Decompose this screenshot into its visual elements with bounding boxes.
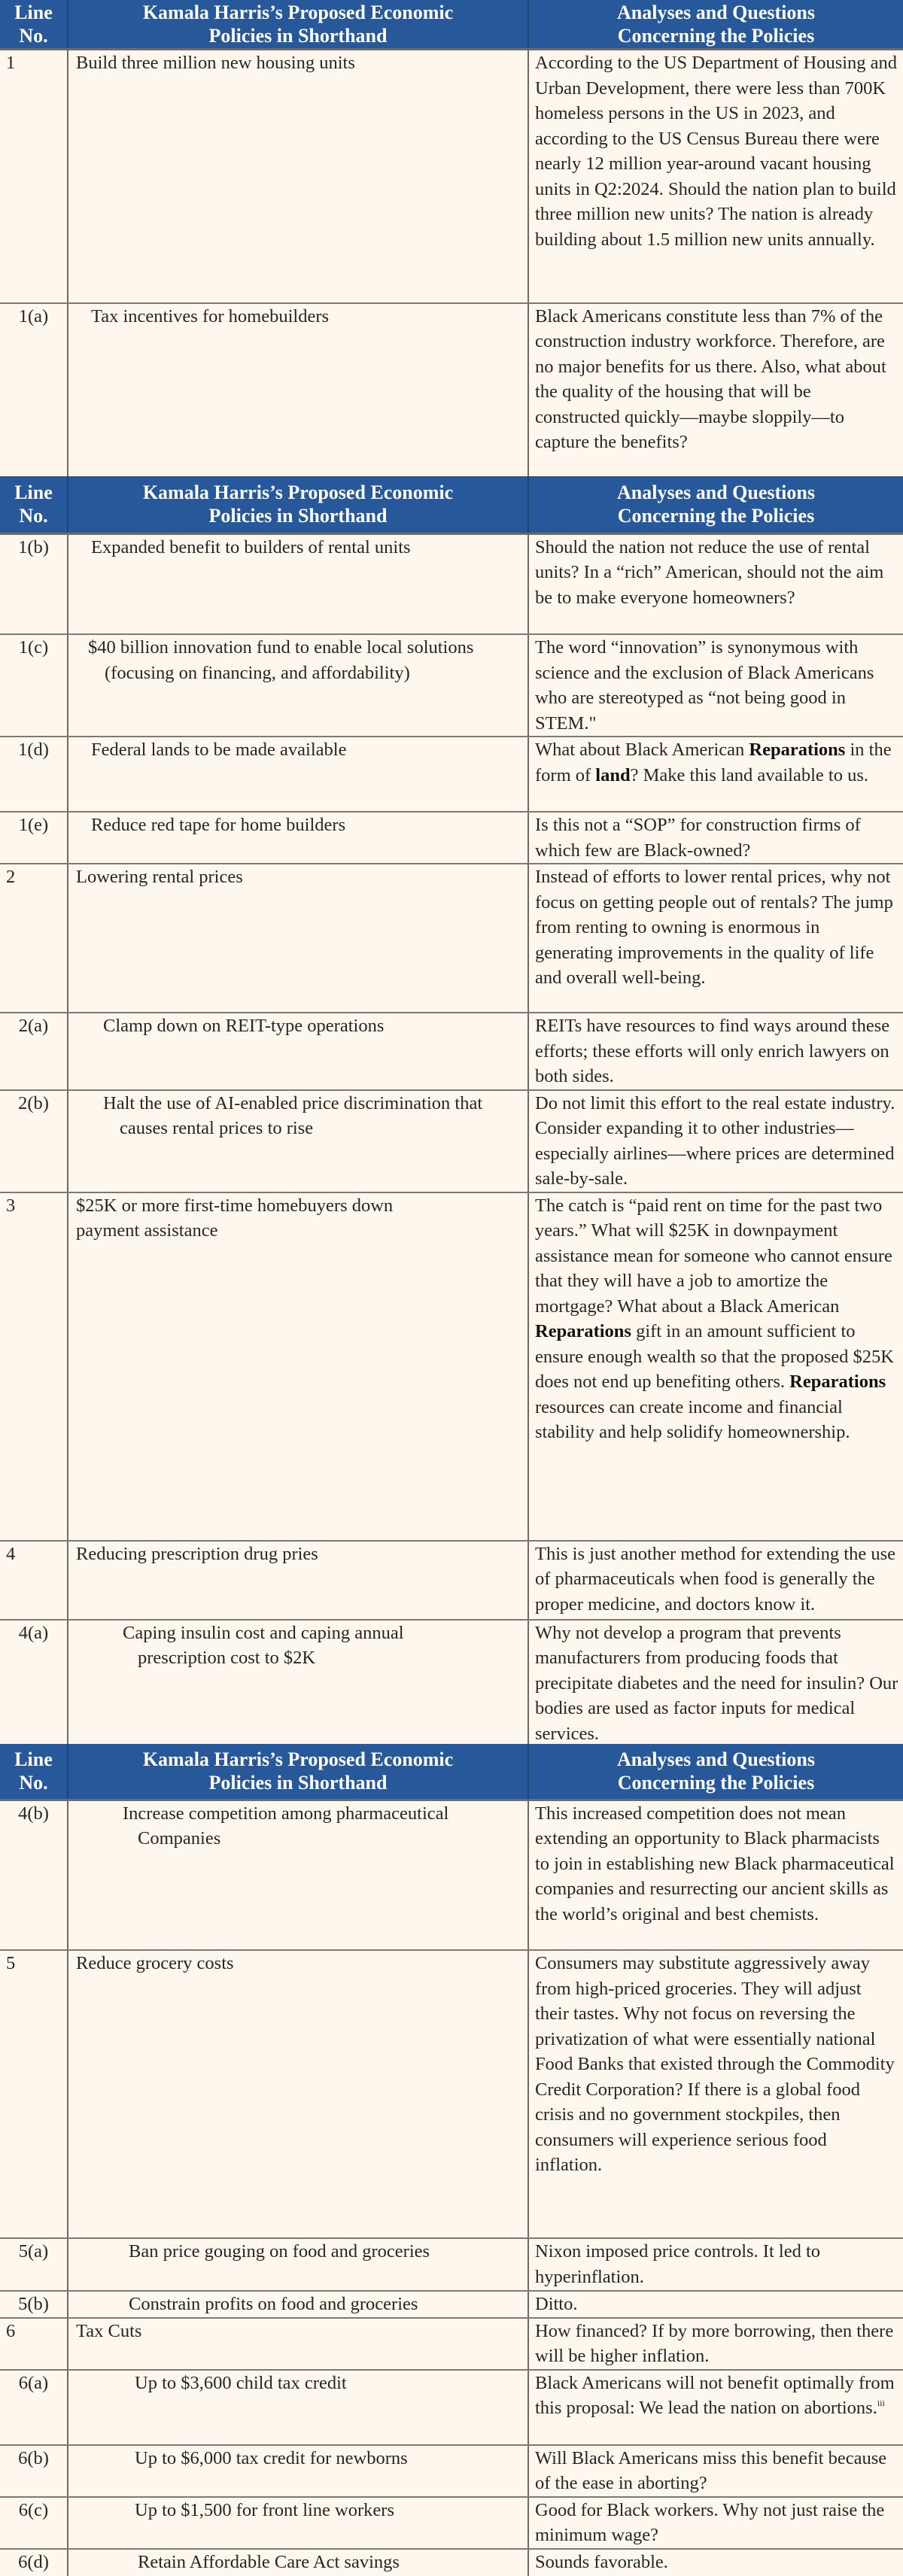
line-number: 1(e) [0,812,68,864]
line-number: 1(b) [0,533,68,634]
policy-text: Tax incentives for homebuilders [68,303,528,478]
table-row [0,2549,903,2576]
header-analyses: Analyses and Questions Concerning the Policies [528,1744,903,1800]
line-number: 2(a) [0,1013,68,1090]
analysis-text: The word “innovation” is synonymous with science and the exclusion of Black Americans who are stereotyped as “not being good in STEM." [528,634,903,737]
table-row [0,2445,903,2497]
analysis-text: Black Americans will not benefit optimally from this proposal: We lead the nation on abortions.$^{iii}$ [528,2370,903,2445]
header-analyses: Analyses and Questions Concerning the Policies [528,0,903,50]
policy-table [0,1744,903,2576]
table-row [0,2497,903,2549]
line-number: 6(c) [0,2497,68,2549]
policy-text: $40 billion innovation fund to enable local solutions (focusing on financing, and affordability) [68,634,528,737]
header-analyses: Analyses and Questions Concerning the Policies [528,476,903,533]
table-row [0,2238,903,2291]
analysis-text: Ditto. [528,2291,903,2318]
policy-text: Retain Affordable Care Act savings [68,2549,528,2576]
policy-text: Up to $1,500 for front line workers [68,2497,528,2549]
table-row [0,812,903,864]
table-row [0,1013,903,1090]
policy-text: Reduce grocery costs [68,1950,528,2238]
policy-text: Ban price gouging on food and groceries [68,2238,528,2291]
policy-table [0,0,903,479]
line-number: 5 [0,1950,68,2238]
policy-text: Tax Cuts [68,2318,528,2370]
line-number: 6(b) [0,2445,68,2497]
analysis-text: Sounds favorable. [535,2551,668,2572]
table-row [0,303,903,478]
policy-text: $25K or more first-time homebuyers down payment assistance [68,1192,528,1541]
policy-text: Clamp down on REIT-type operations [68,1013,528,1090]
table-header-row [0,0,903,50]
analysis-text: Do not limit this effort to the real estate industry. Consider expanding it to other industries—especially airlines—where prices are determined sale-by-sale. [528,1090,903,1192]
table-section-1 [0,0,903,479]
policy-table [0,476,903,1748]
policy-text: Up to $3,600 child tax credit [68,2370,528,2445]
analysis-text: Instead of efforts to lower rental prices, why not focus on getting people out of rentals? The jump from renting to owning is enormous in generating improvements in the quality of life and overall well-being. [528,864,903,1013]
table-section-3 [0,1744,903,2576]
table-row [0,1950,903,2238]
policy-text: Reduce red tape for home builders [68,812,528,864]
line-number: 4 [0,1541,68,1620]
analysis-text: Consumers may substitute aggressively away from high-priced groceries. They will adjust their tastes. Why not focus on reversing the privatization of what were essentially national Food Banks that existed through the Commodity Credit Corporation? If there is a global food crisis and no government stockpiles, then consumers will experience serious food inflation. [528,1950,903,2238]
policy-text: Lowering rental prices [68,864,528,1013]
line-number: 4(a) [0,1620,68,1748]
analysis-text: Will Black Americans miss this benefit because of the ease in aborting? [528,2445,903,2497]
table-row [0,737,903,812]
header-line-no: Line No. [0,0,68,50]
header-policies: Kamala Harris’s Proposed Economic Policies in Shorthand [68,1744,528,1800]
line-number: 6 [0,2318,68,2370]
line-number: 5(b) [0,2291,68,2318]
footnote-marker[interactable]: iii [877,2398,885,2408]
table-header-row [0,1744,903,1800]
table-row [0,2291,903,2318]
table-header-row [0,476,903,533]
policy-text: Expanded benefit to builders of rental units [68,533,528,634]
emphasis-reparations: Reparations [535,1321,631,1341]
header-line-no: Line No. [0,476,68,533]
policy-text: Up to $6,000 tax credit for newborns [68,2445,528,2497]
line-number: 1(c) [0,634,68,737]
table-row [0,634,903,737]
analysis-text: This is just another method for extending the use of pharmaceuticals when food is generally the proper medicine, and doctors know it. [528,1541,903,1620]
table-section-2 [0,476,903,1748]
table-row [0,2370,903,2445]
analysis-text: Nixon imposed price controls. It led to hyperinflation. [528,2238,903,2291]
analysis-text: Is this not a “SOP” for construction firms of which few are Black-owned? [528,812,903,864]
line-number: 1 [0,50,68,303]
header-line-no: Line No. [0,1744,68,1800]
line-number: 6(a) [0,2370,68,2445]
header-policies: Kamala Harris’s Proposed Economic Policies in Shorthand [68,0,528,50]
analysis-text: Good for Black workers. Why not just raise the minimum wage? [528,2497,903,2549]
header-policies: Kamala Harris’s Proposed Economic Policies in Shorthand [68,476,528,533]
table-row [0,50,903,303]
policy-text: Federal lands to be made available [68,737,528,812]
line-number: 3 [0,1192,68,1541]
line-number: 5(a) [0,2238,68,2291]
analysis-text: Should the nation not reduce the use of rental units? In a “rich” American, should not the aim be to make everyone homeowners? [528,533,903,634]
table-row [0,1620,903,1748]
line-number: 1(d) [0,737,68,812]
analysis-text: This increased competition does not mean extending an opportunity to Black pharmacists to join in establishing new Black pharmaceutical companies and resurrecting our ancient skills as the world’s original and best chemists. [528,1800,903,1950]
emphasis-reparations: Reparations [749,740,846,760]
analysis-text: REITs have resources to find ways around these efforts; these efforts will only enrich lawyers on both sides. [528,1013,903,1090]
line-number: 2(b) [0,1090,68,1192]
policy-text: Build three million new housing units [68,50,528,303]
emphasis-land: land [595,764,631,785]
table-row [0,1800,903,1950]
table-row [0,2318,903,2370]
table-row [0,533,903,634]
line-number: 2 [0,864,68,1013]
line-number: 6(d) [0,2549,68,2576]
policy-text: Increase competition among pharmaceutical Companies [68,1800,528,1950]
policy-text: Halt the use of AI-enabled price discrimination that causes rental prices to rise [68,1090,528,1192]
policy-text: Caping insulin cost and caping annual prescription cost to $2K [68,1620,528,1748]
analysis-text: What about Black American Reparations in the form of land? Make this land available to us. [528,737,903,812]
analysis-text: Black Americans constitute less than 7% of the construction industry workforce. Therefore, are no major benefits for us there. Also, what about the quality of the housing that will be constructed quickly—maybe sloppily—to capture the benefits? [528,303,903,478]
table-row [0,864,903,1013]
analysis-text: According to the US Department of Housing and Urban Development, there were less than 700K homeless persons in the US in 2023, and according to the US Census Bureau there were nearly 12 million year-around vacant housing units in Q2:2024. Should the nation plan to build three million new units? The nation is already building about 1.5 million new units annually. [528,50,903,303]
line-number: 1(a) [0,303,68,478]
table-row [0,1090,903,1192]
analysis-text: The catch is “paid rent on time for the past two years.” What will $25K in downpayment assistance mean for someone who cannot ensure that they will have a job to amortize the mortgage? What about a Black American Reparations gift in an amount sufficient to ensure enough wealth so that the proposed $25K does not end up benefiting others. Reparations resources can create income and financial stability and help solidify homeownership. [528,1192,903,1541]
line-number: 4(b) [0,1800,68,1950]
table-row [0,1192,903,1541]
emphasis-reparations: Reparations [789,1372,886,1392]
table-row [0,1541,903,1620]
analysis-text: How financed? If by more borrowing, then there will be higher inflation. [528,2318,903,2370]
analysis-text: Why not develop a program that prevents manufacturers from producing foods that precipitate diabetes and the need for insulin? Our bodies are used as factor inputs for medical services. [535,1622,898,1744]
policy-text: Reducing prescription drug pries [68,1541,528,1620]
policy-text: Constrain profits on food and groceries [68,2291,528,2318]
